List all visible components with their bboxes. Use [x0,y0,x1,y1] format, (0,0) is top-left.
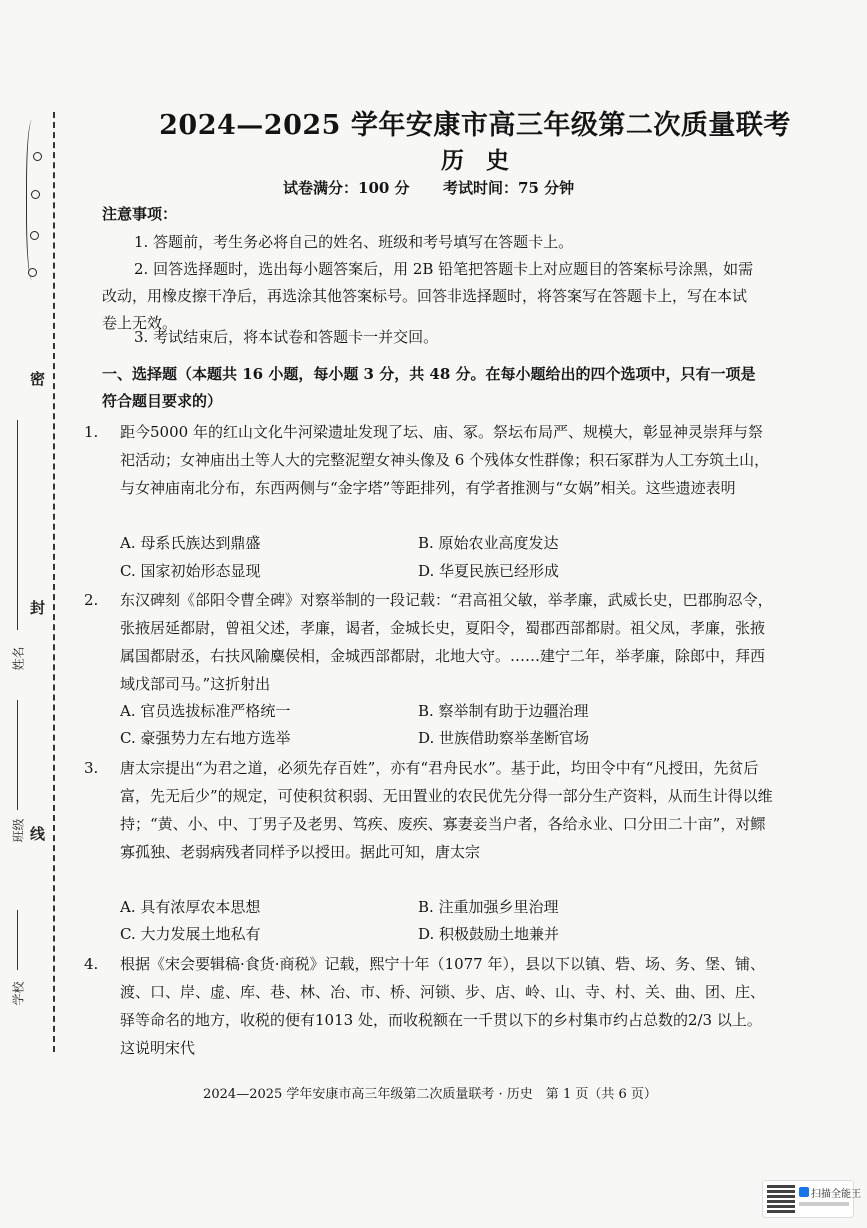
question-3-stem [84,754,776,866]
name-label: 姓名 [11,646,26,671]
question-number: 2. [84,591,99,609]
binding-margin [0,0,80,1228]
binding-curve [26,120,41,280]
question-number: 1. [84,423,99,441]
q1-option-c: C. 国家初始形态显现 [120,562,261,580]
q2-option-d: D. 世族借助察举垄断官场 [418,729,590,747]
question-text: 根据《宋会要辑稿·食货·商税》记载，熙宁十年（1077 年），县以下以镇、砦、场、务、堡、铺、渡、口、岸、虚、库、巷、林、冶、市、桥、河锁、步、店、岭、山、寺、村、关、曲、团、庄、驿等命名的地方，收税的便有1013 处，而收税额在一千贯以下的乡村集市约占总数的2/3 以上。这说明宋代 [120,955,766,1057]
note-item: 1. 答题前，考生务必将自己的姓名、班级和考号填写在答题卡上。 [134,233,574,251]
school-blank [17,910,18,970]
name-blank [17,420,18,630]
subject-title: 历史 [441,147,531,174]
question-2-stem [84,586,776,698]
q2-option-b: B. 察举制有助于边疆治理 [418,702,589,720]
question-number: 3. [84,759,99,777]
full-score: 试卷满分：100 分 [283,179,410,197]
seal-char-mi: 密 [30,370,46,388]
question-text: 距今5000 年的红山文化牛河梁遗址发现了坛、庙、冢。祭坛布局严、规模大，彰显神灵崇拜与祭祀活动；女神庙出土等人大的完整泥塑女神头像及 6 个残体女性群像；积石冢群为人工夯筑土山，与女神庙南北分布，东西两侧与“金字塔”等距排列，有学者推测与“女娲”相关。这些遗迹表明 [120,423,770,497]
scanner-app-name: 扫描全能王 [811,1189,861,1200]
notes-heading: 注意事项： [102,205,178,223]
exam-time: 考试时间：75 分钟 [443,179,575,197]
binding-hole [33,152,42,161]
q1-option-b: B. 原始农业高度发达 [418,534,559,552]
seal-char-xian: 线 [30,825,46,843]
seal-char-feng: 封 [30,599,46,617]
section-heading: 一、选择题（本题共 16 小题，每小题 3 分，共 48 分。在每小题给出的四个选项中，只有一项是符合题目要求的） [102,365,756,410]
qr-code-icon [767,1185,795,1213]
binding-hole [28,268,37,277]
exam-title: 2024—2025 学年安康市高三年级第二次质量联考 [159,110,791,141]
scanner-tagline-bar [799,1202,849,1206]
question-4-stem [84,950,776,1062]
seal-dashed-line [53,112,55,1052]
question-number: 4. [84,955,99,973]
scanner-app-icon [799,1187,809,1197]
q1-option-d: D. 华夏民族已经形成 [418,562,560,580]
q2-option-a: A. 官员选拔标准严格统一 [120,702,291,720]
binding-hole [31,190,40,199]
q3-option-a: A. 具有浓厚农本思想 [120,898,261,916]
q2-option-c: C. 豪强势力左右地方选举 [120,729,291,747]
q3-option-b: B. 注重加强乡里治理 [418,898,559,916]
class-blank [17,700,18,810]
scanner-watermark [762,1180,861,1218]
note-item: 3. 考试结束后，将本试卷和答题卡一并交回。 [134,328,439,346]
page-footer: 2024—2025 学年安康市高三年级第二次质量联考 · 历史 第 1 页（共 6 页） [203,1087,657,1102]
q3-option-c: C. 大力发展土地私有 [120,925,261,943]
binding-hole [30,231,39,240]
question-text: 东汉碑刻《郃阳令曹全碑》对察举制的一段记载：“君高祖父敏，举孝廉，武威长史，巴郡朐忍令，张掖居延都尉，曾祖父述，孝廉，谒者，金城长史，夏阳令，蜀郡西部都尉。祖父凤，孝廉，张掖属国都尉丞，右扶风隃麋侯相，金城西部都尉，北地大守。……建宁二年，举孝廉，除郎中，拜西域戊部司马。”这折射出 [120,591,773,693]
note-item: 2. 回答选择题时，选出每小题答案后，用 2B 铅笔把答题卡上对应题目的答案标号涂黑，如需改动，用橡皮擦干净后，再选涂其他答案标号。回答非选择题时，将答案写在答题卡上，写在本试卷上无效。 [102,260,754,332]
question-text: 唐太宗提出“为君之道，必须先存百姓”，亦有“君舟民水”。基于此，均田令中有“凡授田，先贫后富，先无后少”的规定，可使积贫积弱、无田置业的农民优先分得一部分生产资料，从而生计得以维持；“黄、小、中、丁男子及老男、笃疾、废疾、寡妻妾当户者，各给永业、口分田二十亩”，对鳏寡孤独、老弱病残者同样予以授田。据此可知，唐太宗 [120,759,773,861]
q3-option-d: D. 积极鼓励土地兼并 [418,925,560,943]
q1-option-a: A. 母系氏族达到鼎盛 [120,534,261,552]
school-label: 学校 [11,981,26,1006]
question-1-stem [84,418,776,502]
class-label: 班级 [11,818,26,843]
